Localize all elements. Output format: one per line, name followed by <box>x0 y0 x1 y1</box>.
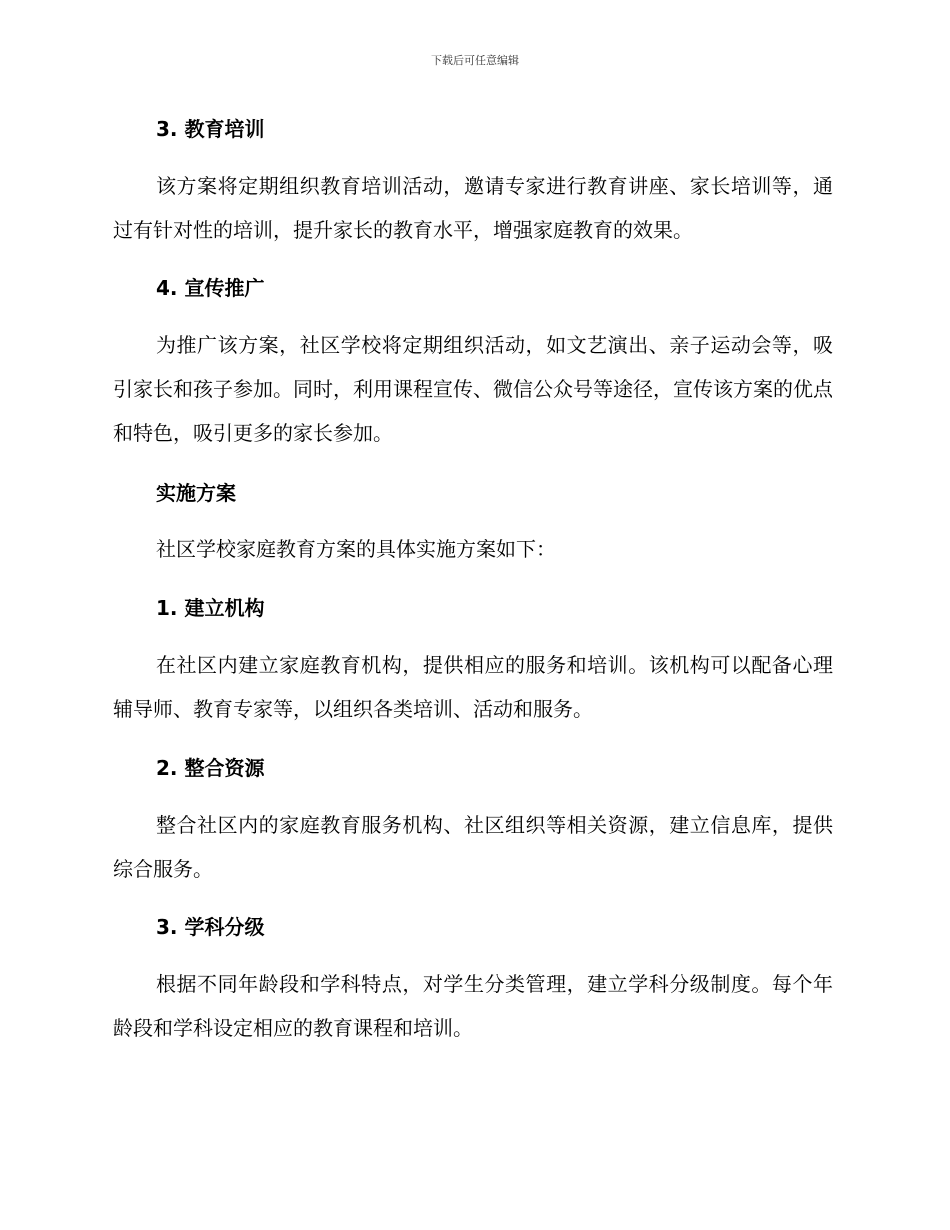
page-header: 下载后可任意编辑 <box>431 54 519 67</box>
section-paragraph-integrate-resources: 整合社区内的家庭教育服务机构、社区组织等相关资源，建立信息库，提供综合服务。 <box>113 813 833 881</box>
section-paragraph-subject-grading: 根据不同年龄段和学科特点，对学生分类管理，建立学科分级制度。每个年龄段和学科设定相应的教育课程和培训。 <box>113 972 833 1040</box>
section-heading-subject-grading: 3. 学科分级 <box>156 915 265 939</box>
section-heading-education-training: 3. 教育培训 <box>156 117 265 141</box>
section-paragraph-promotion: 为推广该方案，社区学校将定期组织活动，如文艺演出、亲子运动会等，吸引家长和孩子参加。同时，利用课程宣传、微信公众号等途径，宣传该方案的优点和特色，吸引更多的家长参加。 <box>113 333 833 445</box>
section-paragraph-implementation: 社区学校家庭教育方案的具体实施方案如下： <box>156 537 556 561</box>
section-paragraph-establish-institution: 在社区内建立家庭教育机构，提供相应的服务和培训。该机构可以配备心理辅导师、教育专家等，以组织各类培训、活动和服务。 <box>113 653 833 721</box>
section-heading-implementation: 实施方案 <box>156 481 236 505</box>
section-paragraph-education-training: 该方案将定期组织教育培训活动，邀请专家进行教育讲座、家长培训等，通过有针对性的培训，提升家长的教育水平，增强家庭教育的效果。 <box>113 174 833 242</box>
section-heading-promotion: 4. 宣传推广 <box>156 276 265 300</box>
section-heading-integrate-resources: 2. 整合资源 <box>156 756 265 780</box>
section-heading-establish-institution: 1. 建立机构 <box>156 596 265 620</box>
